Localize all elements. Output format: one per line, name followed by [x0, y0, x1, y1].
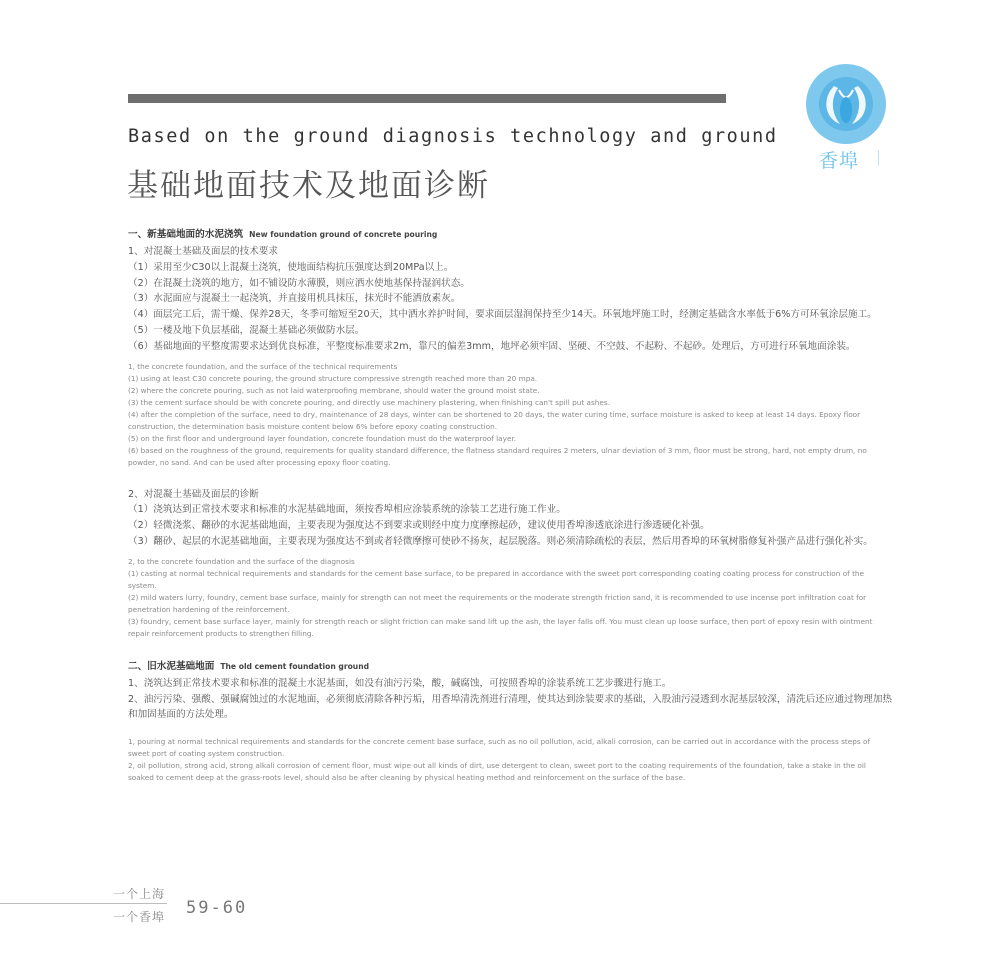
- section-1-en-line: (4) after the completion of the surface, need to dry, maintenance of 28 days, winter can be shortened to 20 days, the water curing time, surface moisture is asked to keep at least 14 days. Epoxy floor construction, the determination basis moisture content below 6% before epoxy coating construction.: [128, 409, 861, 431]
- section-1-part2-cn-line: （3）翻砂、起层的水泥基础地面，主要表现为强度达不到或者轻微摩擦可使砂不扬灰，起层脱落。则必须清除疏松的表层，然后用香埠的环氧树脂修复补强产品进行强化补实。: [128, 535, 873, 547]
- logo-text: 香埠: [819, 150, 860, 172]
- section-1-cn-line: （4）面层完工后，需干燥、保养28天，冬季可缩短至20天，其中洒水养护时间，要求面层湿润保持至少14天。环氧地坪施工时，经测定基础含水率低于6%方可环氧涂层施工。: [128, 309, 877, 321]
- section-2-cn-line: 2、油污污染、强酸、强碱腐蚀过的水泥地面，必须彻底清除各种污垢，用香埠清洗剂进行清理，使其达到涂装要求的基础，入股油污浸透到水泥基层较深，清洗后还应通过物理加热和加固基面的方法处理。: [128, 693, 893, 721]
- section-1-part2-cn-line: 2、对混凝土基础及面层的诊断: [128, 488, 259, 500]
- section-1-cn-line: （3）水泥面应与混凝土一起浇筑，并直接用机具抹压，抹光时不能洒放素灰。: [128, 293, 461, 305]
- logo-divider: [878, 150, 879, 166]
- section-1-en-line: (2) where the concrete pouring, such as not laid waterproofing membrane, should water the ground moist state.: [128, 385, 540, 395]
- footer-slogan-line-1: 一个上海: [113, 887, 166, 901]
- section-1-cn-line: （6）基础地面的平整度需要求达到优良标准，平整度标准要求2m，靠尺的偏差3mm，地坪必须牢固、坚硬、不空鼓、不起粉、不起砂。处理后，方可进行环氧地面涂装。: [128, 340, 856, 352]
- section-1-en-line: 1, the concrete foundation, and the surface of the technical requirements: [128, 361, 398, 371]
- section-2-heading-en: The old cement foundation ground: [220, 661, 370, 671]
- section-1-en-line: (5) on the first floor and underground layer foundation, concrete foundation must do the waterproof layer.: [128, 433, 517, 443]
- section-2-en-line: 2, oil pollution, strong acid, strong alkali corrosion of cement floor, must wipe out all kinds of dirt, use detergent to clean, sweet port to the coating requirements of the foundation, take a stake in the oil soaked to cement deep at the grass-roots level, should also be after cleaning by physical heating method and reinforcement on the surface of the base.: [128, 761, 866, 783]
- section-1-part2-en-line: (3) foundry, cement base surface layer, mainly for strength reach or slight friction can make sand lift up the ash, the layer falls off. You must clean up loose surface, then port of epoxy resin with ointment repair reinforcement products to strengthen filling.: [128, 616, 873, 638]
- section-1-cn-line: （5）一楼及地下负层基础，混凝土基础必须做防水层。: [128, 324, 365, 336]
- section-1-part2-en-line: 2, to the concrete foundation and the surface of the diagnosis: [128, 556, 355, 566]
- section-1-cn-line: 1、对混凝土基础及面层的技术要求: [128, 246, 279, 257]
- section-1-heading-en: New foundation ground of concrete pouring: [249, 230, 438, 239]
- section-1-part2-en-line: (2) mild waters lurry, foundry, cement base surface, mainly for strength can not meet the requirements or the moderate strength friction sand, it is recommended to use incense port infiltration coat for penetration hardening of the reinforcement.: [128, 592, 867, 614]
- section-1-heading-cn: 一、新基础地面的水泥浇筑: [128, 229, 244, 240]
- main-content: [128, 226, 892, 784]
- header-divider-bar: [128, 94, 726, 103]
- section-1-part2-cn-line: （1）浇筑达到正常技术要求和标准的水泥基础地面，须按香埠相应涂装系统的涂装工艺进行施工作业。: [128, 504, 566, 516]
- section-1-en-line: (3) the cement surface should be with concrete pouring, and directly use machinery plastering, when finishing can't spill put ashes.: [128, 397, 611, 407]
- section-1-en-line: (1) using at least C30 concrete pouring, the ground structure compressive strength reached more than 20 mpa.: [128, 373, 538, 383]
- section-2-heading-cn: 二、旧水泥基础地面: [128, 660, 215, 672]
- section-2-en-line: 1, pouring at normal technical requirements and standards for the concrete cement base surface, such as no oil pollution, acid, alkali corrosion, can be carried out in accordance with the process steps of sweet port of coating system construction.: [128, 737, 871, 759]
- section-1-cn-line: （2）在混凝土浇筑的地方，如不铺设防水薄膜，则应洒水使地基保持湿润状态。: [128, 277, 470, 289]
- section-2-cn-line: 1、浇筑达到正常技术要求和标准的混凝土水泥基面，如没有油污污染，酸，碱腐蚀，可按照香埠的涂装系统工艺步骤进行施工。: [128, 677, 672, 689]
- footer-divider: [0, 903, 167, 904]
- page-subtitle-en: Based on the ground diagnosis technology and ground: [128, 126, 778, 147]
- section-1-part2-cn-line: （2）轻微浇浆、翻砂的水泥基础地面，主要表现为强度达不到要求或则经中度力度摩擦起砂，建议使用香埠渗透底涂进行渗透硬化补强。: [128, 520, 710, 532]
- footer-slogan-line-2: 一个香埠: [113, 910, 166, 924]
- section-1-en-line: (6) based on the roughness of the ground, requirements for quality standard difference, the flatness standard requires 2 meters, ulnar deviation of 3 mm, floor must be strong, hard, not empty drum, no powder, no sand. And can be used after processing epoxy floor coating.: [128, 445, 867, 467]
- section-2-heading: [128, 658, 892, 672]
- brand-logo: [806, 64, 888, 172]
- section-1-heading: [128, 226, 892, 240]
- section-1-part2-en-line: (1) casting at normal technical requirements and standards for the cement base surface, to be prepared in accordance with the sweet port corresponding coating coating process for construction of the system.: [128, 568, 865, 590]
- logo-emblem-icon: [806, 64, 886, 144]
- page-number: 59-60: [186, 898, 248, 918]
- section-1-cn-line: （1）采用至少C30以上混凝土浇筑，使地面结构抗压强度达到20MPa以上。: [128, 261, 454, 273]
- page-title: 基础地面技术及地面诊断: [127, 168, 490, 204]
